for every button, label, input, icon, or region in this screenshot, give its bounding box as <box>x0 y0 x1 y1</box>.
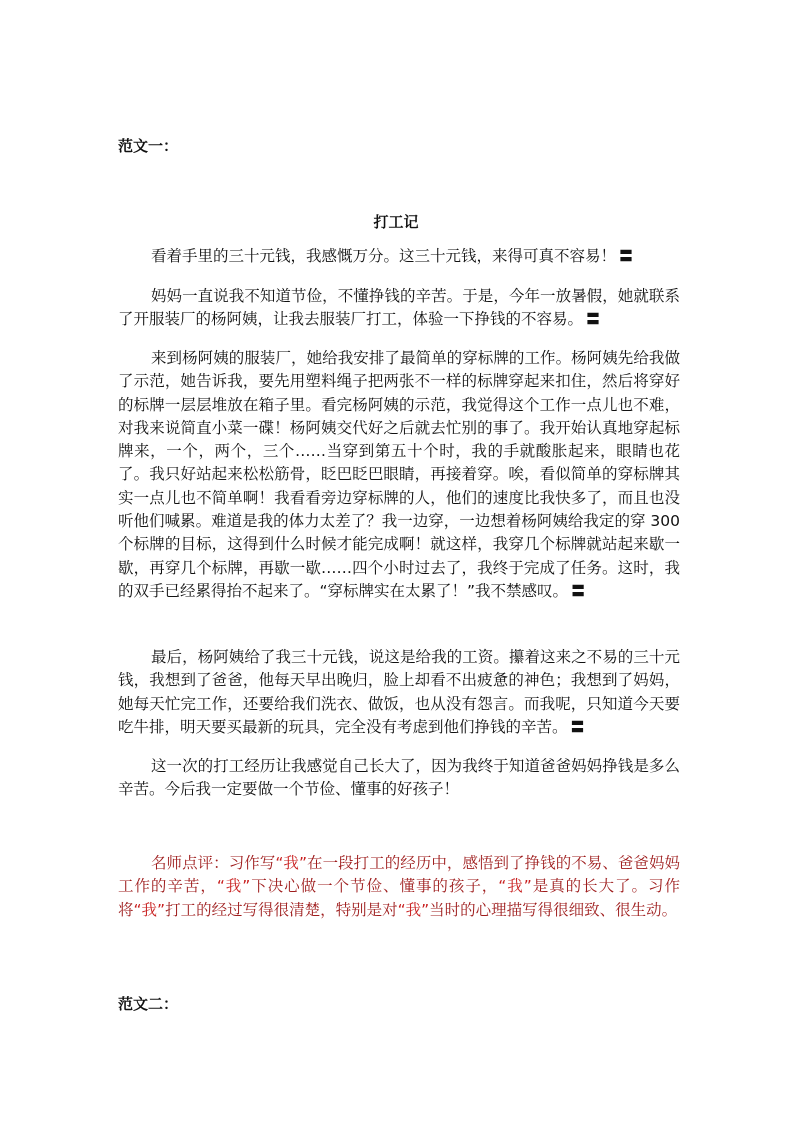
sample-two-heading: 范文二： <box>118 995 179 1013</box>
paragraph-text: 看着手里的三十元钱，我感慨万分。这三十元钱，来得可真不容易！ <box>151 247 617 265</box>
comment-text: 打工的经过写得很清楚，特别是对 <box>165 900 398 919</box>
paragraph-mark: 〓 <box>619 249 634 265</box>
essay-paragraph-3 <box>118 347 680 604</box>
paragraph-text: 妈妈一直说我不知道节俭，不懂挣钱的辛苦。于是，今年一放暑假，她就联系了开服装厂的杨阿姨，让我去服装厂打工，体验一下挣钱的不容易。 <box>118 287 680 329</box>
comment-text: 当时的心理描写得很细致、很生动。 <box>429 900 678 919</box>
essay-title: 打工记 <box>373 213 419 231</box>
paragraph-mark: 〓 <box>570 719 585 736</box>
sample-one-heading: 范文一： <box>118 137 179 155</box>
comment-text: 名师点评：习作写 <box>151 854 276 872</box>
essay-paragraph-5 <box>118 755 680 802</box>
comment-quote: “我” <box>275 854 307 872</box>
paragraph-mark: 〓 <box>586 312 601 329</box>
comment-quote: “我” <box>397 900 430 919</box>
paragraph-text: 来到杨阿姨的服装厂，她给我安排了最简单的穿标牌的工作。杨阿姨先给我做了示范，她告诉我，要先用塑料绳子把两张不一样的标牌穿起来扣住，然后将穿好的标牌一层层堆放在箱子里。看完杨阿姨的示范，我觉得这个工作一点儿也不难，对我来说简直小菜一碟！杨阿姨交代好之后就去忙别的事了。我开始认真地穿起标牌来，一个，两个，三个……当穿到第五十个时，我的手就酸胀起来，眼睛也花了。我只好站起来松松筋骨，眨巴眨巴眼睛，再接着穿。唉，看似简单的穿标牌其实一点儿也不简单啊！我看看旁边穿标牌的人，他们的速度比我快多了，而且也没听他们喊累。难道是我的体力太差了？我一边穿，一边想着杨阿姨给我定的穿 300 个标牌的目标，这得到什么时候才能完成啊！就这样，我穿几个标牌就站起来歇一歇，再穿几个标牌，再歇一歇……四个小时过去了，我终于完成了任务。这时，我的双手已经累得抬不起来了。“穿标牌实在太累了！”我不禁感叹。 <box>118 349 680 600</box>
comment-quote: “我” <box>216 877 251 896</box>
comment-quote: “我” <box>133 900 166 919</box>
comment-text: 是真的长大了。习作将 <box>118 877 680 919</box>
teacher-comment <box>118 852 680 922</box>
comment-text: 在一段打工的经历中，感悟到了挣钱的不易、爸爸妈妈工作的辛苦， <box>118 854 680 896</box>
comment-quote: “我” <box>498 877 532 896</box>
essay-paragraph-2 <box>118 285 680 333</box>
comment-text: 下决心做一个节俭、懂事的孩子， <box>250 877 499 896</box>
paragraph-text: 最后，杨阿姨给了我三十元钱，说这是给我的工资。攥着这来之不易的三十元钱，我想到了爸爸，他每天早出晚归，脸上却看不出疲惫的神色；我想到了妈妈，她每天忙完工作，还要给我们洗衣、做饭，也从没有怨言。而我呢，只知道今天要吃牛排，明天要买最新的玩具，完全没有考虑到他们挣钱的辛苦。 <box>118 648 680 736</box>
paragraph-text: 这一次的打工经历让我感觉自己长大了，因为我终于知道爸爸妈妈挣钱是多么辛苦。今后我一定要做一个节俭、懂事的好孩子！ <box>118 757 680 799</box>
paragraph-mark: 〓 <box>571 583 586 600</box>
essay-paragraph-4 <box>118 646 680 740</box>
essay-paragraph-1 <box>118 245 680 269</box>
